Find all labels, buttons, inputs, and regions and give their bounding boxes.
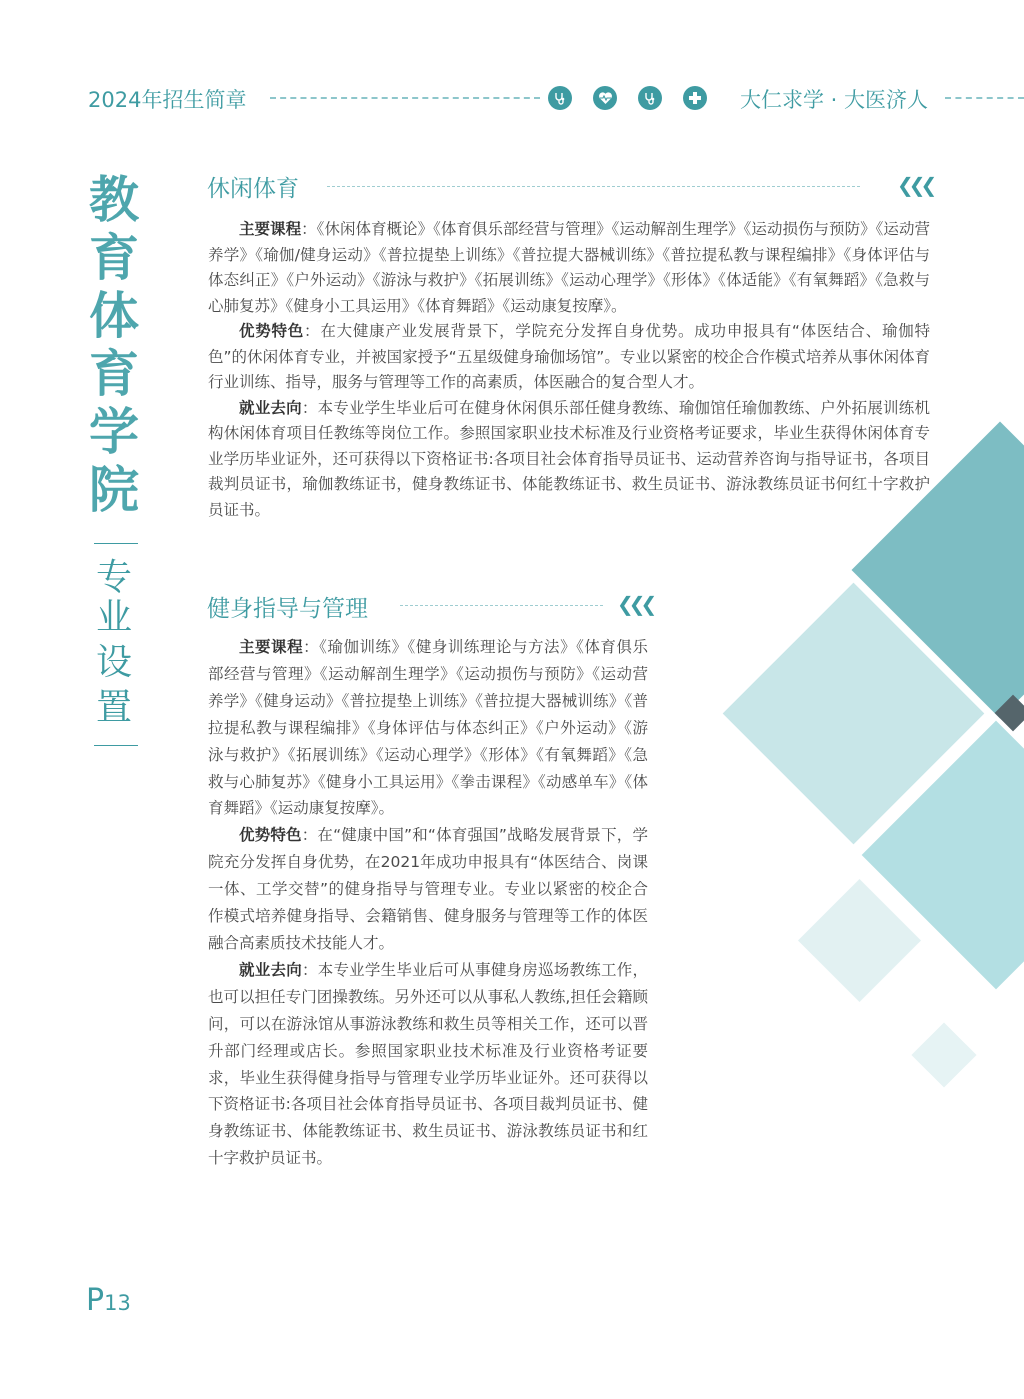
subtitle-rule-top — [94, 543, 138, 544]
subtitle-char: 专 — [95, 557, 132, 598]
decor-diamond-5 — [798, 879, 921, 1002]
section-title: 健身指导与管理 — [207, 596, 368, 622]
paragraph-label: 主要课程 — [239, 638, 304, 656]
paragraph-courses — [208, 634, 648, 822]
paragraph-employment — [208, 957, 648, 1172]
paragraph-text: 《瑜伽训练》《健身训练理论与方法》《体育俱乐部经营与管理》《运动解剖生理学》《运动损伤与预防》《运动营养学》《健身运动》《普拉提垫上训练》《普拉提大器械训练》《普拉提私教与课程编排》《身体评估与体态纠正》《户外运动》《游泳与救护》《拓展训练》《运动心理学》《形体》《有氧舞蹈》《急救与心肺复苏》《健身小工具运用》《拳击课程》《动感单车》《体育舞蹈》《运动康复按摩》。 — [208, 638, 648, 818]
header-icons — [548, 86, 707, 110]
label-separator: ： — [301, 960, 318, 979]
college-title-char: 院 — [89, 460, 139, 519]
page-number — [86, 1283, 131, 1318]
paragraph-label: 优势特色 — [239, 322, 305, 340]
header-divider-left — [270, 97, 540, 99]
subtitle-rule-bottom — [94, 745, 138, 746]
paragraph-text: 本专业学生毕业后可从事健身房巡场教练工作，也可以担任专门团操教练。另外还可以从事私人教练,担任会籍顾问，可以在游泳馆从事游泳教练和救生员等相关工作，还可以晋升部门经理或店长。参照国家职业技术标准及行业资格考证要求，毕业生获得健身指导与管理专业学历毕业证外。还可获得以下资格证书:各项目社会体育指导员证书、各项目裁判员证书、健身教练证书、体能教练证书、救生员证书、游泳教练员证书和红十字救护员证书。 — [208, 960, 648, 1168]
stethoscope-icon — [638, 86, 662, 110]
label-separator: ： — [301, 826, 318, 845]
label-separator: ： — [301, 398, 318, 417]
college-title-char: 育 — [89, 344, 139, 403]
paragraph-label: 主要课程 — [239, 220, 302, 238]
paragraph-text: 在大健康产业发展背景下，学院充分发挥自身优势。成功申报具有“体医结合、瑜伽特色”的休闲体育专业，并被国家授予“五星级健身瑜伽场馆”。专业以紧密的校企合作模式培养从事休闲体育行业训练、指导，服务与管理等工作的高素质，体医融合的复合型人才。 — [208, 322, 930, 391]
subtitle-char: 置 — [95, 687, 132, 728]
college-title-char: 学 — [89, 402, 139, 461]
paragraph-text: 《休闲体育概论》《体育俱乐部经营与管理》《运动解剖生理学》《运动损伤与预防》《运动营养学》《瑜伽/健身运动》《普拉提垫上训练》《普拉提大器械训练》《普拉提私教与课程编排》《身体评估与体态纠正》《户外运动》《游泳与救护》《拓展训练》《运动心理学》《形体》《体适能》《有氧舞蹈》《急救与心肺复苏》《健身小工具运用》《体育舞蹈》《运动康复按摩》。 — [208, 220, 930, 315]
college-title-char: 育 — [89, 228, 139, 287]
paragraph-features — [208, 822, 648, 957]
paragraph-label: 优势特色 — [239, 826, 302, 845]
label-separator: ： — [303, 638, 320, 656]
paragraph-label: 就业去向 — [239, 398, 302, 417]
paragraph-label: 就业去向 — [239, 960, 302, 979]
college-title-char: 体 — [89, 286, 139, 345]
college-title-char: 教 — [89, 170, 139, 229]
heartbeat-icon — [593, 86, 617, 110]
page-number-value: 13 — [104, 1291, 131, 1315]
paragraph-features — [208, 319, 930, 396]
header-divider-right — [945, 97, 1024, 99]
decor-diamond-6 — [911, 1022, 976, 1087]
stethoscope-icon — [548, 86, 572, 110]
header-title: 2024年招生简章 — [88, 88, 247, 112]
section-body — [208, 217, 930, 523]
subtitle-char: 业 — [95, 597, 132, 638]
paragraph-text: 本专业学生毕业后可在健身休闲俱乐部任健身教练、瑜伽馆任瑜伽教练、户外拓展训练机构休闲体育项目任教练等岗位工作。参照国家职业技术标准及行业资格考证要求，毕业生获得休闲体育专业学历毕业证外，还可获得以下资格证书:各项目社会体育指导员证书、运动营养咨询与指导证书，各项目裁判员证书，瑜伽教练证书，健身教练证书、体能教练证书、救生员证书、游泳教练员证书何红十字救护员证书。 — [208, 398, 930, 519]
triple-chevron-left-icon: ❮❮❮ — [897, 173, 933, 197]
medical-cross-icon — [683, 86, 707, 110]
paragraph-employment — [208, 396, 930, 524]
header-slogan: 大仁求学 · 大医济人 — [740, 88, 929, 112]
section-divider — [400, 605, 603, 606]
page-prefix: P — [86, 1283, 105, 1318]
section-divider — [327, 186, 860, 187]
label-separator: ： — [304, 322, 321, 340]
section-body — [208, 634, 648, 1172]
paragraph-courses — [208, 217, 930, 319]
triple-chevron-left-icon: ❮❮❮ — [617, 592, 653, 616]
subtitle-char: 设 — [95, 642, 132, 683]
paragraph-text: 在“健康中国”和“体育强国”战略发展背景下，学院充分发挥自身优势，在2021年成功申报具有“体医结合、岗课一体、工学交替”的健身指导与管理专业。专业以紧密的校企合作模式培养健身指导、会籍销售、健身服务与管理等工作的体医融合高素质技术技能人才。 — [208, 826, 648, 952]
label-separator: ： — [301, 220, 317, 238]
section-title: 休闲体育 — [207, 176, 299, 202]
